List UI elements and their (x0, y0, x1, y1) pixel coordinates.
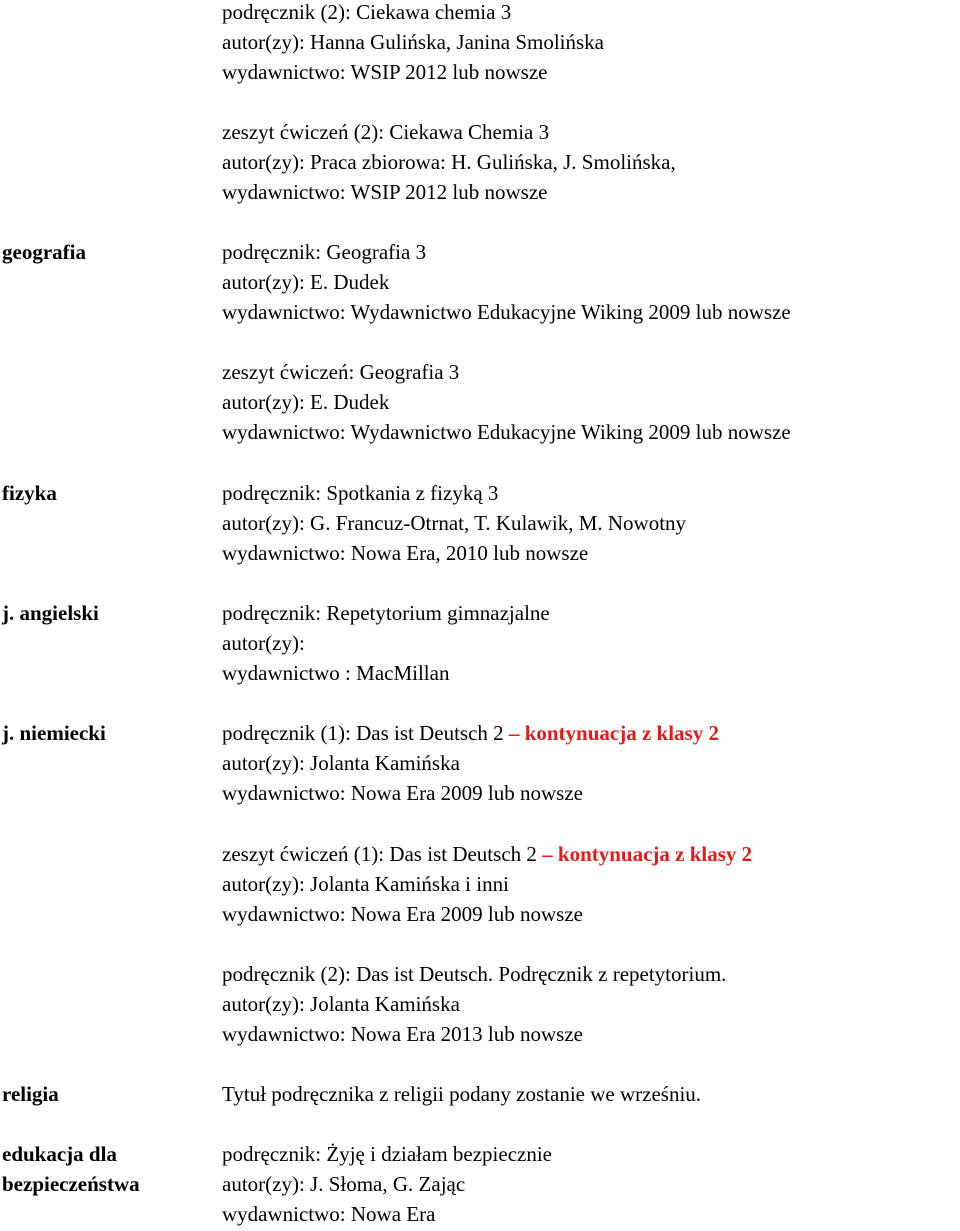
book-authors: autor(zy): (222, 631, 305, 655)
book-authors: autor(zy): Jolanta Kamińska i inni (222, 872, 509, 896)
physics-textbook (222, 478, 686, 568)
subject-geography: geografia (2, 240, 86, 264)
book-authors: autor(zy): Hanna Gulińska, Janina Smolińska (222, 30, 604, 54)
book-authors: autor(zy): E. Dudek (222, 390, 390, 414)
book-publisher: wydawnictwo: Wydawnictwo Edukacyjne Wiking 2009 lub nowsze (222, 420, 791, 444)
book-title: podręcznik: Spotkania z fizyką 3 (222, 481, 499, 505)
book-title: podręcznik (2): Das ist Deutsch. Podręcznik z repetytorium. (222, 962, 727, 986)
book-title: podręcznik (2): Ciekawa chemia 3 (222, 0, 512, 24)
continuation-note: – kontynuacja z klasy 2 (542, 842, 753, 866)
book-title: zeszyt ćwiczeń (2): Ciekawa Chemia 3 (222, 120, 550, 144)
book-title: zeszyt ćwiczeń: Geografia 3 (222, 360, 460, 384)
subject-english: j. angielski (2, 601, 99, 625)
safety-textbook (222, 1139, 552, 1229)
book-title: podręcznik: Geografia 3 (222, 240, 427, 264)
book-publisher: wydawnictwo: Nowa Era (222, 1202, 436, 1226)
book-authors: autor(zy): G. Francuz-Otrnat, T. Kulawik, M. Nowotny (222, 511, 687, 535)
subject-line: edukacja dla (2, 1142, 117, 1166)
book-publisher: wydawnictwo: WSIP 2012 lub nowsze (222, 60, 548, 84)
book-authors: autor(zy): J. Słoma, G. Zając (222, 1172, 466, 1196)
subject-german: j. niemiecki (2, 721, 106, 745)
book-authors: autor(zy): Jolanta Kamińska (222, 751, 460, 775)
chemistry-textbook-2 (222, 0, 604, 87)
book-title (222, 718, 719, 748)
book-publisher: wydawnictwo: Nowa Era, 2010 lub nowsze (222, 541, 589, 565)
subject-physics: fizyka (2, 481, 57, 505)
subject-religion: religia (2, 1082, 59, 1106)
religion-note-text: Tytuł podręcznika z religii podany zostanie we wrześniu. (222, 1082, 702, 1106)
religion-note (222, 1079, 701, 1109)
book-authors: autor(zy): Jolanta Kamińska (222, 992, 460, 1016)
book-publisher: wydawnictwo: Nowa Era 2009 lub nowsze (222, 781, 583, 805)
german-textbook-2 (222, 959, 726, 1049)
book-title-text: podręcznik (1): Das ist Deutsch 2 (222, 721, 509, 745)
geography-textbook (222, 237, 791, 327)
chemistry-workbook-2 (222, 117, 676, 207)
book-publisher: wydawnictwo: Nowa Era 2009 lub nowsze (222, 902, 583, 926)
book-publisher: wydawnictwo: Nowa Era 2013 lub nowsze (222, 1022, 583, 1046)
book-title (222, 839, 752, 869)
book-authors: autor(zy): E. Dudek (222, 270, 390, 294)
book-title: podręcznik: Repetytorium gimnazjalne (222, 601, 550, 625)
book-title: podręcznik: Żyję i działam bezpiecznie (222, 1142, 553, 1166)
continuation-note: – kontynuacja z klasy 2 (508, 721, 719, 745)
book-title-text: zeszyt ćwiczeń (1): Das ist Deutsch 2 (222, 842, 543, 866)
book-publisher: wydawnictwo: WSIP 2012 lub nowsze (222, 180, 548, 204)
book-publisher: wydawnictwo: Wydawnictwo Edukacyjne Wiking 2009 lub nowsze (222, 300, 791, 324)
english-textbook (222, 598, 550, 688)
subject-line: bezpieczeństwa (2, 1172, 140, 1196)
subject-safety-education (2, 1139, 140, 1199)
book-publisher: wydawnictwo : MacMillan (222, 661, 450, 685)
book-authors: autor(zy): Praca zbiorowa: H. Gulińska, J. Smolińska, (222, 150, 676, 174)
german-textbook-1 (222, 718, 719, 808)
geography-workbook (222, 357, 791, 447)
german-workbook-1 (222, 839, 752, 929)
